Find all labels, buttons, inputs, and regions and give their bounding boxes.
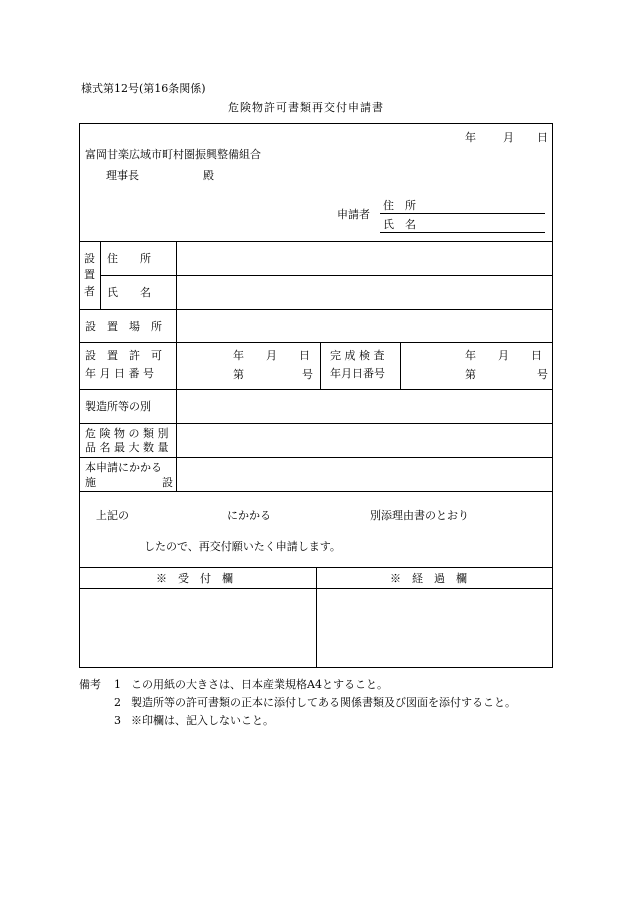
applicant-address-field[interactable] [380, 213, 545, 214]
facility-label: 施 [85, 476, 96, 489]
inspection-number-suffix: 号 [537, 368, 548, 381]
divider [79, 457, 553, 458]
facility-label: 設 [162, 476, 173, 489]
applicant-address-label: 住 所 [383, 199, 416, 212]
progress-column-header: ※ 経 過 欄 [390, 572, 467, 585]
addressee-title: 理事長 [106, 169, 139, 182]
note-text: 製造所等の許可書類の正本に添付してある関係書類及び図面を添付すること。 [131, 696, 516, 709]
installer-address-label: 住 所 [107, 252, 151, 265]
location-label: 設 置 場 所 [85, 320, 162, 333]
form-number: 様式第12号(第16条関係) [81, 82, 206, 95]
inspection-number-prefix: 第 [465, 368, 476, 381]
divider [100, 241, 101, 309]
divider [100, 275, 553, 276]
divider [79, 309, 553, 310]
divider [400, 342, 401, 389]
honorific-label: 殿 [203, 169, 214, 182]
hazmat-label: 品 名 最 大 数 量 [85, 441, 169, 454]
date-month-label: 月 [503, 131, 514, 144]
facility-label: 本申請にかかる [85, 461, 162, 474]
divider [79, 342, 553, 343]
permit-label: 年 月 日 番 号 [85, 367, 154, 380]
applicant-label: 申請者 [337, 208, 370, 221]
permit-label: 設 置 許 可 [85, 349, 162, 362]
receipt-column-header: ※ 受 付 欄 [156, 572, 233, 585]
statement-part: 上記の [96, 509, 129, 522]
inspection-label: 年月日番号 [330, 367, 385, 380]
note-text: この用紙の大きさは、日本産業規格A4とすること。 [131, 678, 388, 691]
divider [79, 389, 553, 390]
divider [79, 241, 553, 242]
hazmat-label: 危 険 物 の 類 別 [85, 427, 169, 440]
permit-date: 年 月 日 [233, 349, 310, 362]
divider [316, 567, 317, 668]
statement-part: 別添理由書のとおり [370, 509, 469, 522]
facility-type-label: 製造所等の別 [85, 400, 151, 413]
applicant-name-field[interactable] [380, 232, 545, 233]
note-number: 3 [114, 714, 121, 727]
inspection-label: 完 成 検 査 [330, 349, 385, 362]
divider [79, 423, 553, 424]
inspection-date: 年 月 日 [465, 349, 542, 362]
divider [176, 241, 177, 491]
note-text: ※印欄は、記入しないこと。 [131, 714, 274, 727]
installer-label-char: 設 [84, 252, 95, 265]
divider [79, 491, 553, 492]
page-title: 危険物許可書類再交付申請書 [228, 101, 384, 114]
installer-name-label: 氏 名 [107, 286, 151, 299]
notes-label: 備考 [79, 678, 101, 691]
addressee-organization: 富岡甘楽広域市町村圏振興整備組合 [85, 148, 261, 161]
date-year-label: 年 [465, 131, 476, 144]
permit-number-suffix: 号 [302, 368, 313, 381]
statement-line: したので、再交付願いたく申請します。 [144, 540, 341, 553]
note-number: 2 [114, 696, 121, 709]
date-day-label: 日 [537, 131, 548, 144]
note-number: 1 [114, 678, 121, 691]
permit-number-prefix: 第 [233, 368, 244, 381]
installer-label-char: 置 [84, 268, 95, 281]
statement-part: にかかる [227, 509, 271, 522]
applicant-name-label: 氏 名 [383, 218, 416, 231]
installer-label-char: 者 [84, 285, 95, 298]
divider [320, 342, 321, 389]
